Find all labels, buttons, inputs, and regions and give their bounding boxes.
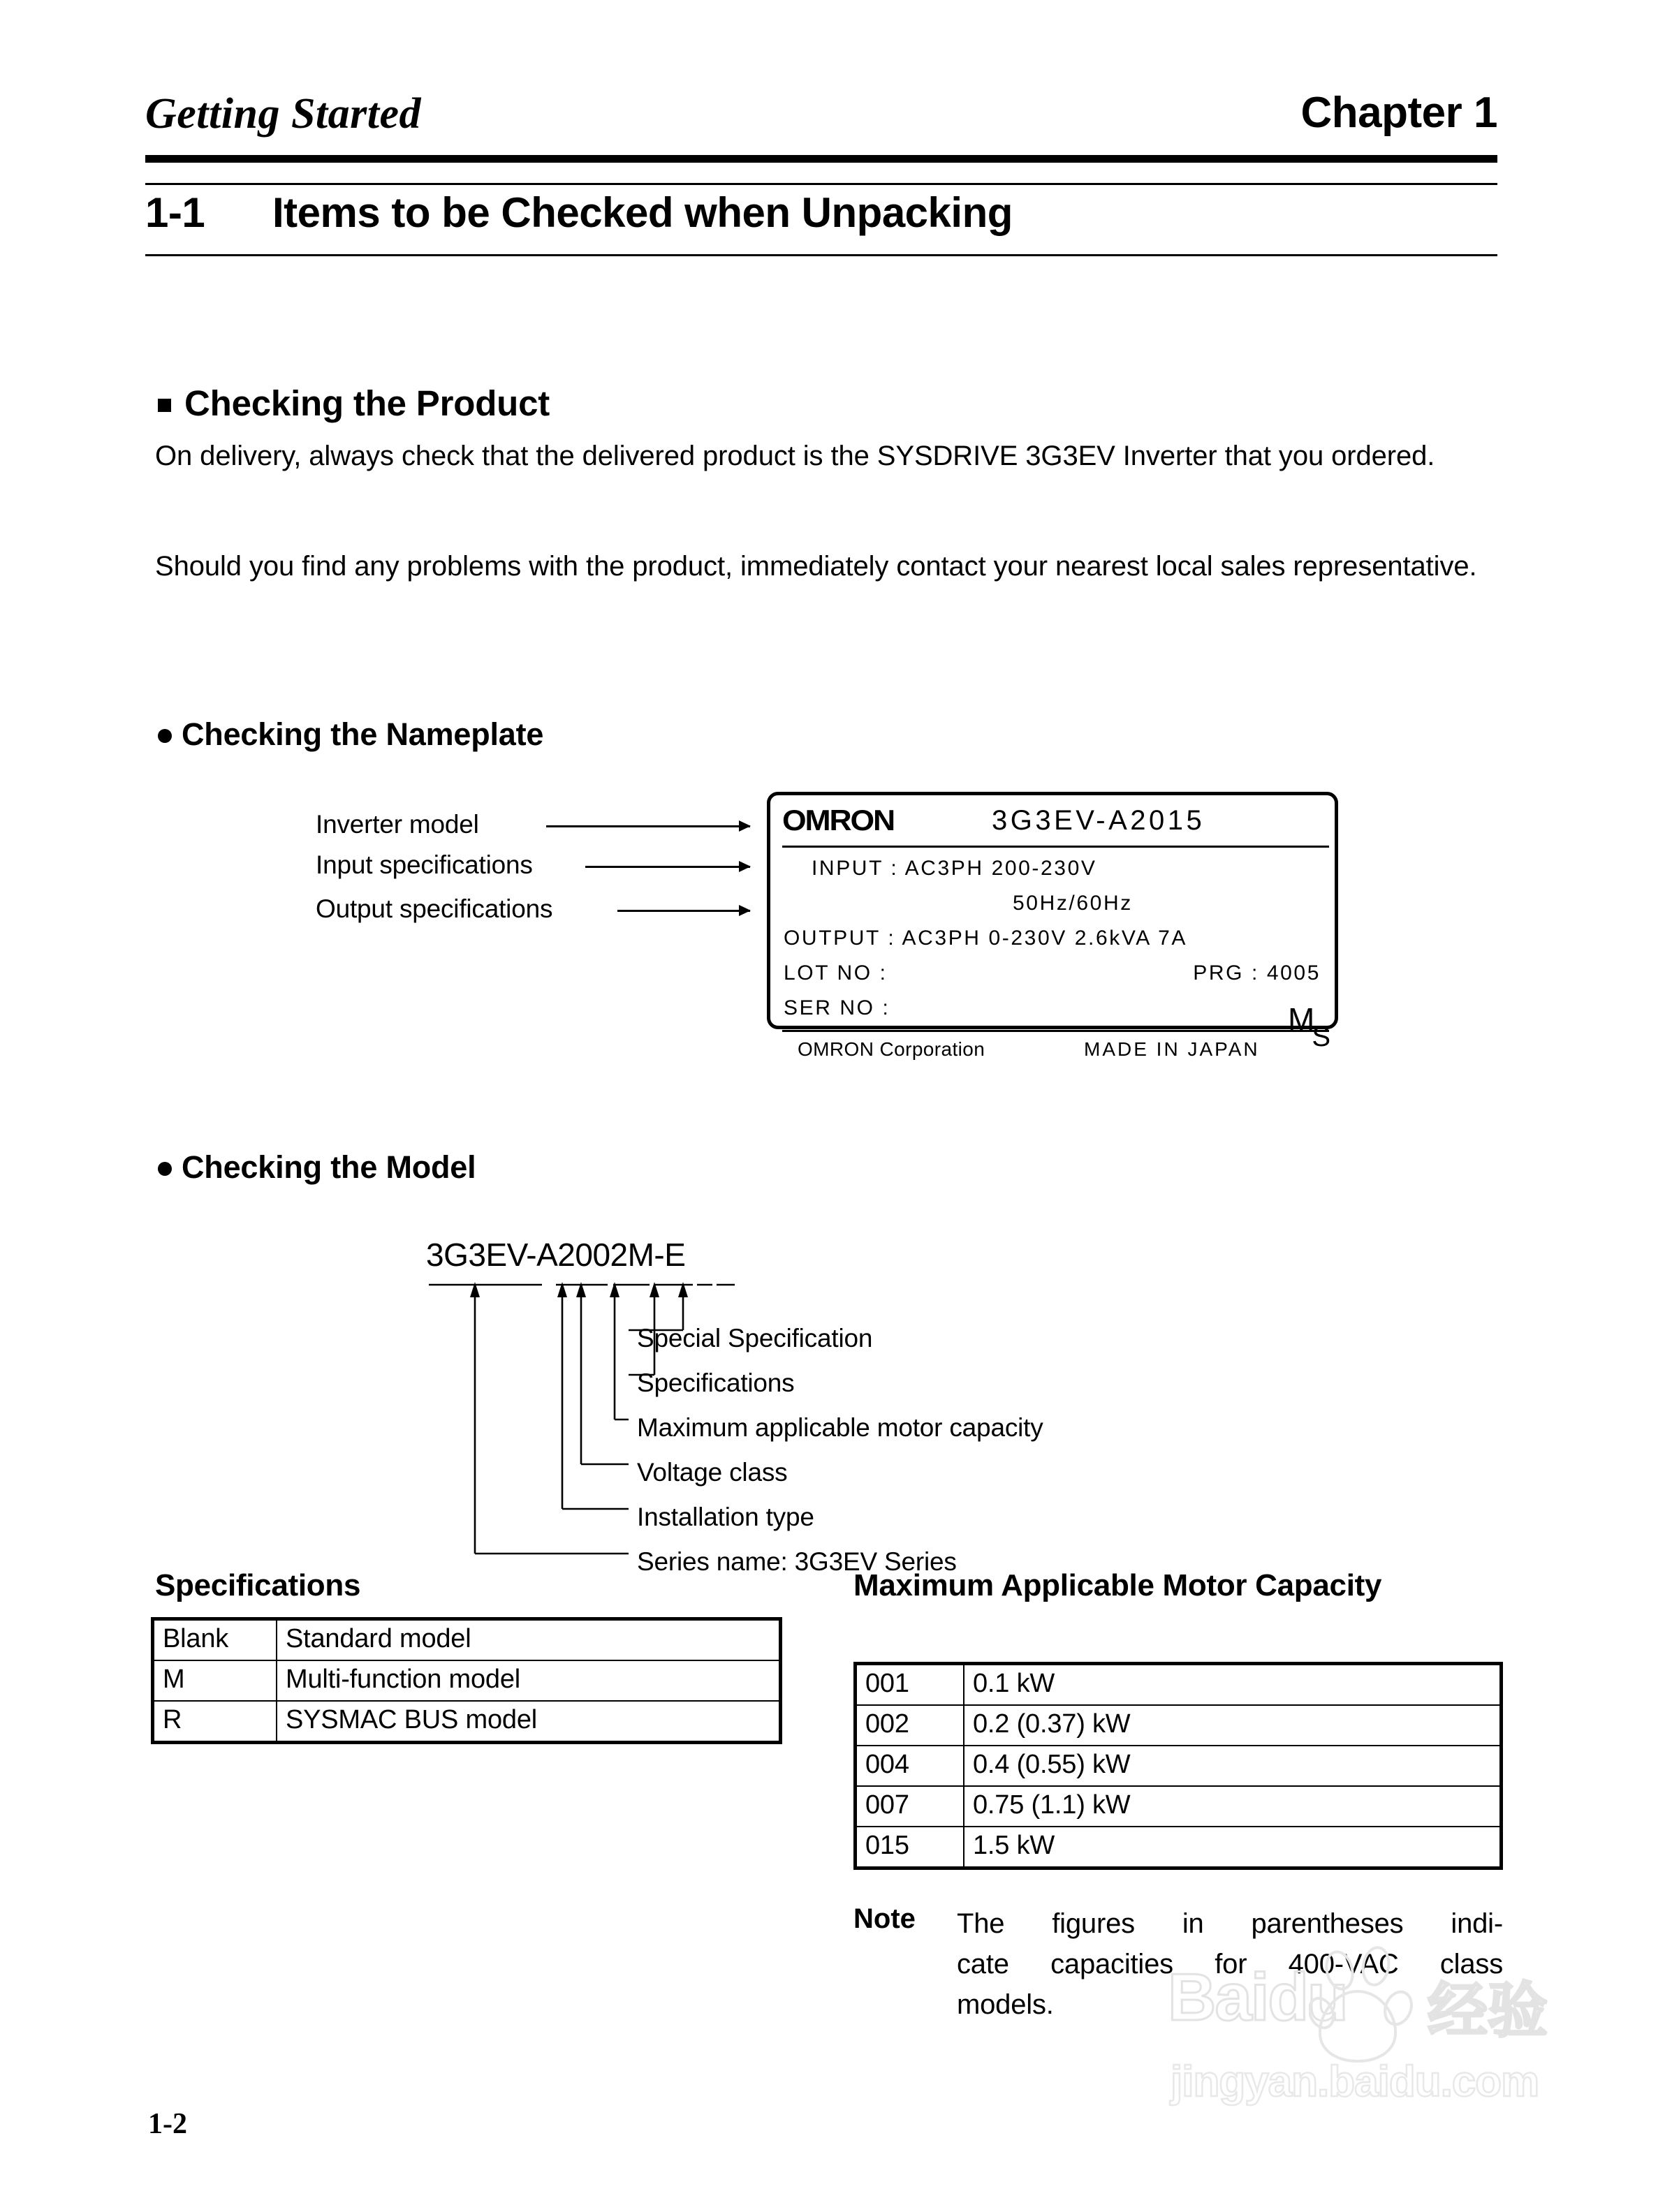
footer-page-number: 1-2 xyxy=(148,2108,187,2140)
spec-code: Blank xyxy=(153,1619,277,1661)
ms-mark-m: M xyxy=(1287,1001,1315,1038)
note-text xyxy=(957,1903,1503,2025)
model-callout-voltage-class: Voltage class xyxy=(637,1458,788,1487)
table-row xyxy=(856,1786,1502,1827)
section-title-text: Items to be Checked when Unpacking xyxy=(272,189,1013,236)
capacity-value: 0.4 (0.55) kW xyxy=(964,1746,1502,1786)
model-callout-installation-type: Installation type xyxy=(637,1503,814,1531)
nameplate-input-spec: INPUT : AC3PH 200-230V xyxy=(812,857,1097,880)
callout-arrow-icon xyxy=(585,866,750,868)
nameplate-callout-input-specifications: Input specifications xyxy=(316,850,533,879)
capacity-table-heading: Maximum Applicable Motor Capacity xyxy=(853,1568,1382,1602)
paragraph-delivery-check: On delivery, always check that the delivered product is the SYSDRIVE 3G3EV Inverter that you ordered. xyxy=(155,441,1435,471)
nameplate-lot-number: LOT NO : xyxy=(784,961,888,985)
note-line: The figures in parentheses indi- xyxy=(957,1908,1503,1939)
section-number: 1-1 xyxy=(145,189,205,236)
table-row xyxy=(856,1827,1502,1868)
watermark-brand-cn: 经验 xyxy=(1428,1976,1548,2046)
model-callout-specifications: Specifications xyxy=(637,1369,795,1397)
model-number-breakdown-diagram xyxy=(419,1236,1509,1576)
capacity-code: 015 xyxy=(856,1827,964,1868)
note-label: Note xyxy=(853,1903,916,1934)
spec-description: SYSMAC BUS model xyxy=(277,1701,781,1743)
running-header-chapter: Chapter 1 xyxy=(1300,89,1497,137)
spec-description: Multi-function model xyxy=(277,1660,781,1701)
nameplate-prg: PRG : 4005 xyxy=(1193,961,1321,985)
model-breakdown-leader-lines xyxy=(419,1236,1509,1571)
nameplate-serial-number: SER NO : xyxy=(784,996,890,1019)
capacity-code: 002 xyxy=(856,1705,964,1746)
nameplate-output-spec: OUTPUT : AC3PH 0-230V 2.6kVA 7A xyxy=(784,927,1188,950)
capacity-value: 0.1 kW xyxy=(964,1664,1502,1706)
nameplate-corporation: OMRON Corporation xyxy=(798,1038,985,1060)
specifications-table xyxy=(151,1617,782,1744)
callout-arrow-icon xyxy=(546,825,750,827)
nameplate-made-in: MADE IN JAPAN xyxy=(1084,1038,1260,1060)
heading-checking-the-model-label: Checking the Model xyxy=(182,1149,476,1185)
nameplate-callout-output-specifications: Output specifications xyxy=(316,894,553,923)
heading-checking-the-nameplate-label: Checking the Nameplate xyxy=(182,716,544,752)
capacity-value: 0.75 (1.1) kW xyxy=(964,1786,1502,1827)
model-callout-series-name: Series name: 3G3EV Series xyxy=(637,1547,957,1576)
model-callout-special-specification: Special Specification xyxy=(637,1324,873,1352)
round-bullet-icon xyxy=(158,729,172,743)
nameplate-callout-inverter-model: Inverter model xyxy=(316,810,479,839)
spec-code: M xyxy=(153,1660,277,1701)
capacity-value: 0.2 (0.37) kW xyxy=(964,1705,1502,1746)
capacity-code: 004 xyxy=(856,1746,964,1786)
paragraph-contact-sales: Should you find any problems with the product, immediately contact your nearest local sales representative. xyxy=(155,551,1477,582)
omron-logo: OMRON xyxy=(782,804,895,836)
capacity-code: 007 xyxy=(856,1786,964,1827)
note-line: cate capacities for 400-VAC class xyxy=(957,1949,1503,1979)
model-code-text: 3G3EV-A2002M-E xyxy=(426,1237,686,1273)
nameplate-model-number: 3G3EV-A2015 xyxy=(992,805,1205,836)
heading-checking-the-product xyxy=(158,383,550,424)
running-header xyxy=(145,89,1497,154)
table-row xyxy=(153,1660,781,1701)
heading-checking-the-product-label: Checking the Product xyxy=(184,383,550,423)
model-callout-maximum-motor-capacity: Maximum applicable motor capacity xyxy=(637,1413,1043,1442)
table-row xyxy=(153,1701,781,1743)
round-bullet-icon xyxy=(158,1162,172,1176)
capacity-table xyxy=(853,1662,1503,1870)
capacity-code: 001 xyxy=(856,1664,964,1706)
note-line: models. xyxy=(957,1989,1054,2020)
watermark-brand: Baidu xyxy=(1168,1960,1347,2035)
ms-mark-icon xyxy=(1287,1001,1333,1052)
inverter-nameplate-illustration xyxy=(767,792,1338,1060)
watermark-url: jingyan.baidu.com xyxy=(1171,2058,1539,2106)
header-rule xyxy=(145,155,1497,163)
table-row xyxy=(856,1664,1502,1706)
section-rule-bottom xyxy=(145,254,1497,256)
callout-arrow-icon xyxy=(617,910,750,912)
nameplate-divider xyxy=(782,1030,1329,1032)
heading-checking-the-nameplate xyxy=(158,716,543,753)
table-row xyxy=(856,1746,1502,1786)
ms-mark-s: S xyxy=(1312,1022,1330,1052)
square-bullet-icon xyxy=(158,399,171,412)
table-row xyxy=(856,1705,1502,1746)
spec-code: R xyxy=(153,1701,277,1743)
specifications-table-heading: Specifications xyxy=(155,1568,361,1602)
running-header-left-title: Getting Started xyxy=(145,90,422,138)
table-row xyxy=(153,1619,781,1661)
nameplate-frequency: 50Hz/60Hz xyxy=(1013,892,1133,915)
heading-checking-the-model xyxy=(158,1149,476,1186)
page-title xyxy=(145,189,1497,247)
capacity-value: 1.5 kW xyxy=(964,1827,1502,1868)
section-rule-top xyxy=(145,183,1497,185)
spec-description: Standard model xyxy=(277,1619,781,1661)
nameplate-divider xyxy=(782,846,1329,848)
